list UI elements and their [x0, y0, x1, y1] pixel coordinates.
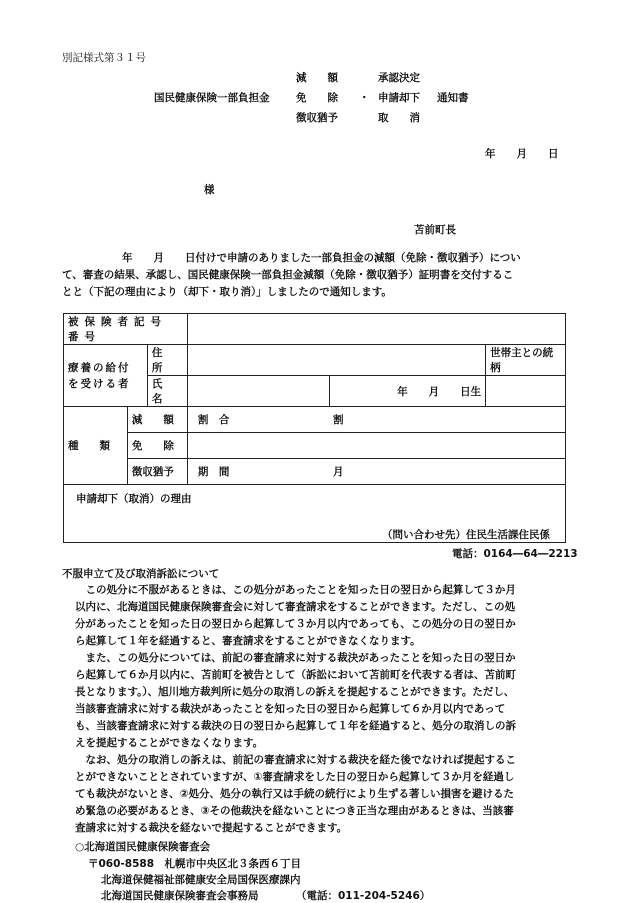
- council-department: 北海道保健福祉部健康安全局国保医療課内: [101, 874, 301, 886]
- title-kind-deferral: 徴収猶予: [296, 112, 338, 124]
- ratio-unit: 割: [329, 407, 565, 433]
- council-address: 〒060-8588 札幌市中央区北３条西６丁目: [88, 858, 301, 870]
- insured-number-row: [64, 314, 566, 345]
- contact-phone: 電話：0164―64―2213: [452, 548, 578, 560]
- title-result-rejection: 申請却下: [378, 92, 420, 104]
- appeal-line: また、この処分については、前記の審査請求に対する裁決があったことを知った日の翌日か: [75, 652, 516, 664]
- address-row: [64, 345, 566, 376]
- title-kind-exemption: 免 除: [296, 92, 338, 104]
- council-office: 北海道国民健康保険審査会事務局: [101, 890, 259, 902]
- recipient-label-line-1: 療養の給付: [68, 361, 131, 374]
- type-label: 種 類: [64, 407, 128, 485]
- title-dot: ・: [359, 92, 370, 104]
- reduction-label: 減 額: [127, 407, 187, 433]
- recipient-label-line-2: を受ける者: [68, 377, 131, 390]
- insured-number-label: 被保険者記号番号: [64, 314, 188, 345]
- appeal-line: 分があったことを知った日の翌日から起算して３か月以内であっても、この処分の日の翌日か: [75, 618, 516, 630]
- issuer: 苫前町長: [414, 224, 456, 236]
- name-value: [187, 376, 329, 407]
- contact-info: （問い合わせ先）住民生活課住民係: [382, 529, 550, 541]
- period-unit: 月: [329, 459, 565, 485]
- reduction-row: [64, 407, 566, 433]
- relation-value: [486, 376, 566, 407]
- exemption-value: [187, 433, 565, 459]
- intro-line-1: 年 月 日付けで申請のありました一部負担金の減額（免除・徴収猶予）につい: [122, 252, 521, 264]
- details-table: [63, 313, 566, 543]
- period-label: 期 間: [187, 459, 329, 485]
- name-label: 氏 名: [147, 376, 187, 407]
- deferral-label: 徴収猶予: [127, 459, 187, 485]
- appeal-line: なお、処分の取消しの訴えは、前記の審査請求に対する裁決を経た後でなければ提起するこ: [75, 754, 516, 766]
- title-suffix: 通知書: [437, 92, 469, 104]
- recipient-label: [64, 345, 148, 407]
- address-label: 住 所: [147, 345, 187, 376]
- council-phone: （電話：011-204-5246）: [296, 890, 431, 902]
- appeal-line: ても裁決がないとき、②処分、処分の執行又は手続の続行により生ずる著しい損害を避けるた: [75, 788, 514, 800]
- title-subject: 国民健康保険一部負担金: [154, 92, 270, 104]
- insured-number-value: [187, 314, 565, 345]
- address-value: [187, 345, 485, 376]
- appeal-line: 長となります。）、旭川地方裁判所に処分の取消しの訴えを提起することができます。ただし、: [75, 686, 515, 698]
- appeal-line: め緊急の必要があるとき、③その他裁決を経ないことにつき正当な理由があるときは、当該審: [75, 805, 514, 817]
- appeal-line: も、当該審査請求に対する裁決の日の翌日から起算して１年を経過すると、処分の取消しの訴: [75, 720, 516, 732]
- appeal-line: とができないこととされていますが、①審査請求をした日の翌日から起算して３か月を経過し: [75, 771, 515, 783]
- reason-label: 申請却下（取消）の理由: [64, 485, 566, 543]
- council-name: ○北海道国民健康保険審査会: [75, 841, 211, 853]
- deferral-row: [64, 459, 566, 485]
- ratio-label: 割 合: [187, 407, 329, 433]
- appeal-line: 当該審査請求に対する裁決があったことを知った日の翌日から起算して６か月以内であって: [75, 703, 506, 715]
- form-number: 別記様式第３１号: [62, 52, 146, 64]
- appeal-line: この処分に不服があるときは、この処分があったことを知った日の翌日から起算して３か月: [75, 584, 516, 596]
- exemption-row: [64, 433, 566, 459]
- appeal-line: ら起算して１年を経過すると、審査請求をすることができなくなります。: [75, 635, 421, 647]
- appeal-heading: 不服申立て及び取消訴訟について: [62, 568, 220, 580]
- intro-line-2: て、審査の結果、承認し、国民健康保険一部負担金減額（免除・徴収猶予）証明書を交付するこ: [62, 269, 514, 281]
- relation-label: 世帯主との続柄: [486, 345, 566, 376]
- birth-date: 年 月 日生: [329, 376, 486, 407]
- exemption-label: 免 除: [127, 433, 187, 459]
- addressee-suffix: 様: [204, 184, 215, 196]
- title-result-approval: 承認決定: [378, 72, 420, 84]
- appeal-line: 査請求に対する裁決を経ないで提起することができます。: [75, 822, 348, 834]
- title-result-cancel: 取 消: [378, 112, 420, 124]
- intro-line-3: とと（下記の理由により（却下・取り消）」しましたので通知します。: [62, 286, 392, 298]
- title-kind-reduction: 減 額: [296, 72, 338, 84]
- appeal-line: ら起算して６か月以内に、苫前町を被告として（訴訟において苫前町を代表する者は、苫前町: [75, 669, 516, 681]
- appeal-line: えを提起することができなくなります。: [75, 737, 264, 749]
- appeal-line: 以内に、北海道国民健康保険審査会に対して審査請求をすることができます。ただし、この処: [75, 601, 516, 613]
- issue-date: 年 月 日: [485, 148, 559, 160]
